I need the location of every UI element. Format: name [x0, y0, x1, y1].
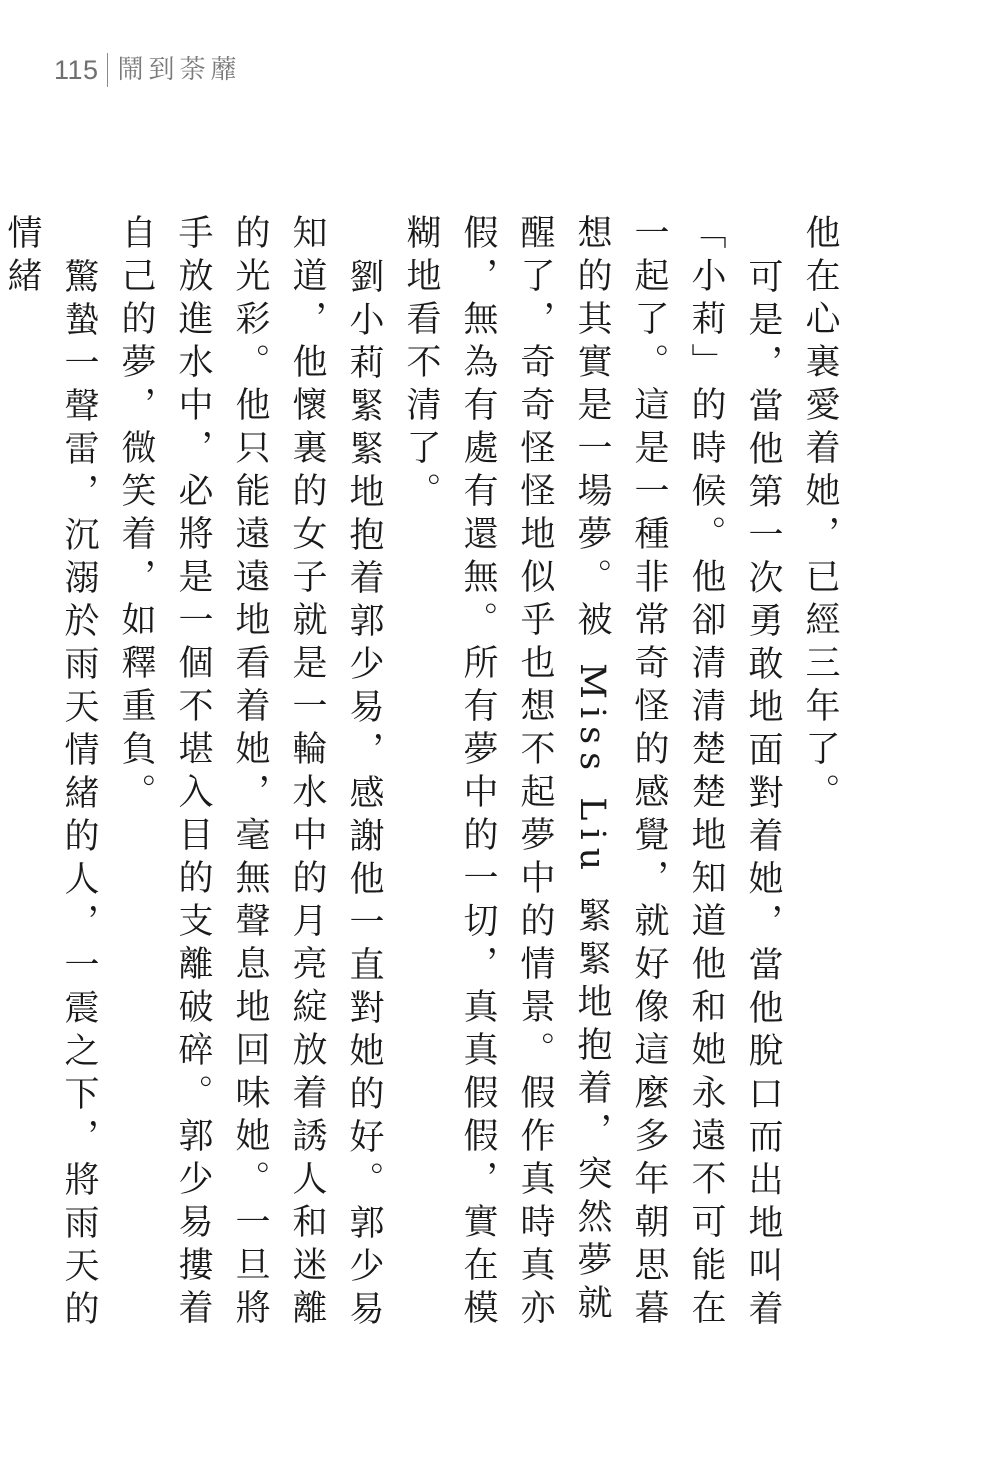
paragraph-2: 可是，當他第一次勇敢地面對着她，當他脫口而出地叫着「小莉」的時候。他卻清清楚楚地知道他和她永遠不可能在一起了。這是一種非常奇怪的感覺，就好像這麼多年朝思暮想的其實是一場夢。被 Miss Liu 緊緊地抱着，突然夢就醒了，奇奇怪怪地似乎也想不起夢中的情景。假作真時真亦假，無為有處有還無。所有夢中的一切，真真假假，實在模糊地看不清了。: [401, 214, 783, 1333]
book-title: 鬧到荼蘼: [117, 55, 242, 85]
page-number: 115: [54, 54, 99, 85]
paragraph-1: 他在心裏愛着她，已經三年了。: [800, 214, 840, 816]
paragraph-3: 劉小莉緊緊地抱着郭少易，感謝他一直對她的好。郭少易知道，他懷裏的女子就是一輪水中的月亮綻放着誘人和迷離的光彩。他只能遠遠地看着她，毫無聲息地回味她。一旦將手放進水中，必將是一個不堪入目的支離破碎。郭少易摟着自己的夢，微笑着，如釋重負。: [116, 214, 384, 1333]
vertical-text-body: [0, 214, 848, 1344]
running-header: [54, 50, 242, 90]
header-divider: [107, 53, 108, 87]
paragraph-4: 驚蟄一聲雷，沉溺於雨天情緒的人，一震之下，將雨天的情緒: [2, 214, 99, 1333]
